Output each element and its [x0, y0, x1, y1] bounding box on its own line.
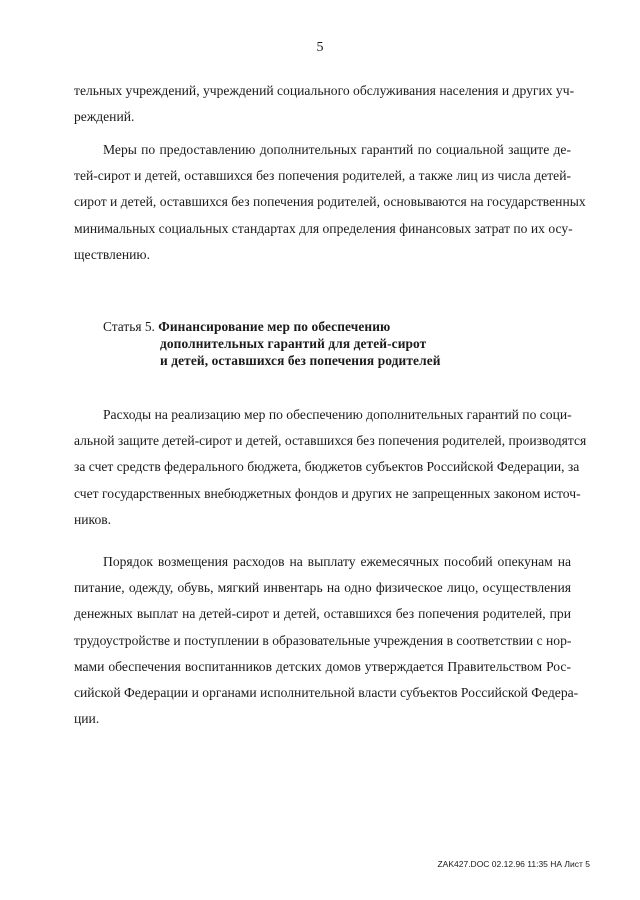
article-title-line: Финансирование мер по обеспечению: [158, 319, 391, 334]
paragraph-expenses: [74, 402, 587, 533]
article-title-line: дополнительных гарантий для детей-сирот: [160, 336, 427, 351]
paragraph-reimbursement: [74, 549, 579, 732]
text-line: счет государственных внебюджетных фондов и других не запрещенных законом источ-: [74, 485, 581, 501]
document-footer: ZAK427.DOC 02.12.96 11:35 НА Лист 5: [437, 859, 590, 869]
text-line: Меры по предоставлению дополнительных гарантий по социальной защите де-: [103, 142, 571, 157]
text-line: тей-сирот и детей, оставшихся без попечения родителей, а также лиц из числа детей-: [74, 168, 571, 184]
text-line: тельных учреждений, учреждений социального обслуживания населения и других уч-: [74, 83, 575, 98]
intro-paragraph: [74, 78, 575, 130]
article-heading: [103, 318, 441, 369]
text-line: альной защите детей-сирот и детей, оставшихся без попечения родителей, производятся: [74, 433, 587, 449]
text-line: Порядок возмещения расходов на выплату ежемесячных пособий опекунам на: [103, 554, 571, 569]
paragraph-measures: [74, 137, 586, 268]
text-line: реждений.: [74, 109, 135, 125]
text-line: минимальных социальных стандартах для определения финансовых затрат по их осу-: [74, 220, 573, 236]
article-label: Статья 5.: [103, 319, 155, 334]
article-title-line: и детей, оставшихся без попечения родителей: [160, 353, 441, 368]
text-line: мами обеспечения воспитанников детских домов утверждается Правительством Рос-: [74, 658, 571, 674]
text-line: питание, одежду, обувь, мягкий инвентарь на одно физическое лицо, осуществления: [74, 580, 571, 596]
text-line: трудоустройстве и поступлении в образовательные учреждения в соответствии с нор-: [74, 632, 572, 648]
text-line: ников.: [74, 511, 112, 527]
text-line: сирот и детей, оставшихся без попечения родителей, основываются на государственных: [74, 194, 586, 210]
text-line: сийской Федерации и органами исполнительной власти субъектов Российской Федера-: [74, 684, 579, 700]
text-line: денежных выплат на детей-сирот и детей, оставшихся без попечения родителей, при: [74, 606, 571, 622]
text-line: ции.: [74, 711, 100, 727]
page-number: 5: [316, 40, 324, 55]
text-line: Расходы на реализацию мер по обеспечению дополнительных гарантий по соци-: [103, 407, 572, 422]
text-line: за счет средств федерального бюджета, бюджетов субъектов Российской Федерации, за: [74, 459, 580, 475]
text-line: ществлению.: [74, 246, 150, 262]
